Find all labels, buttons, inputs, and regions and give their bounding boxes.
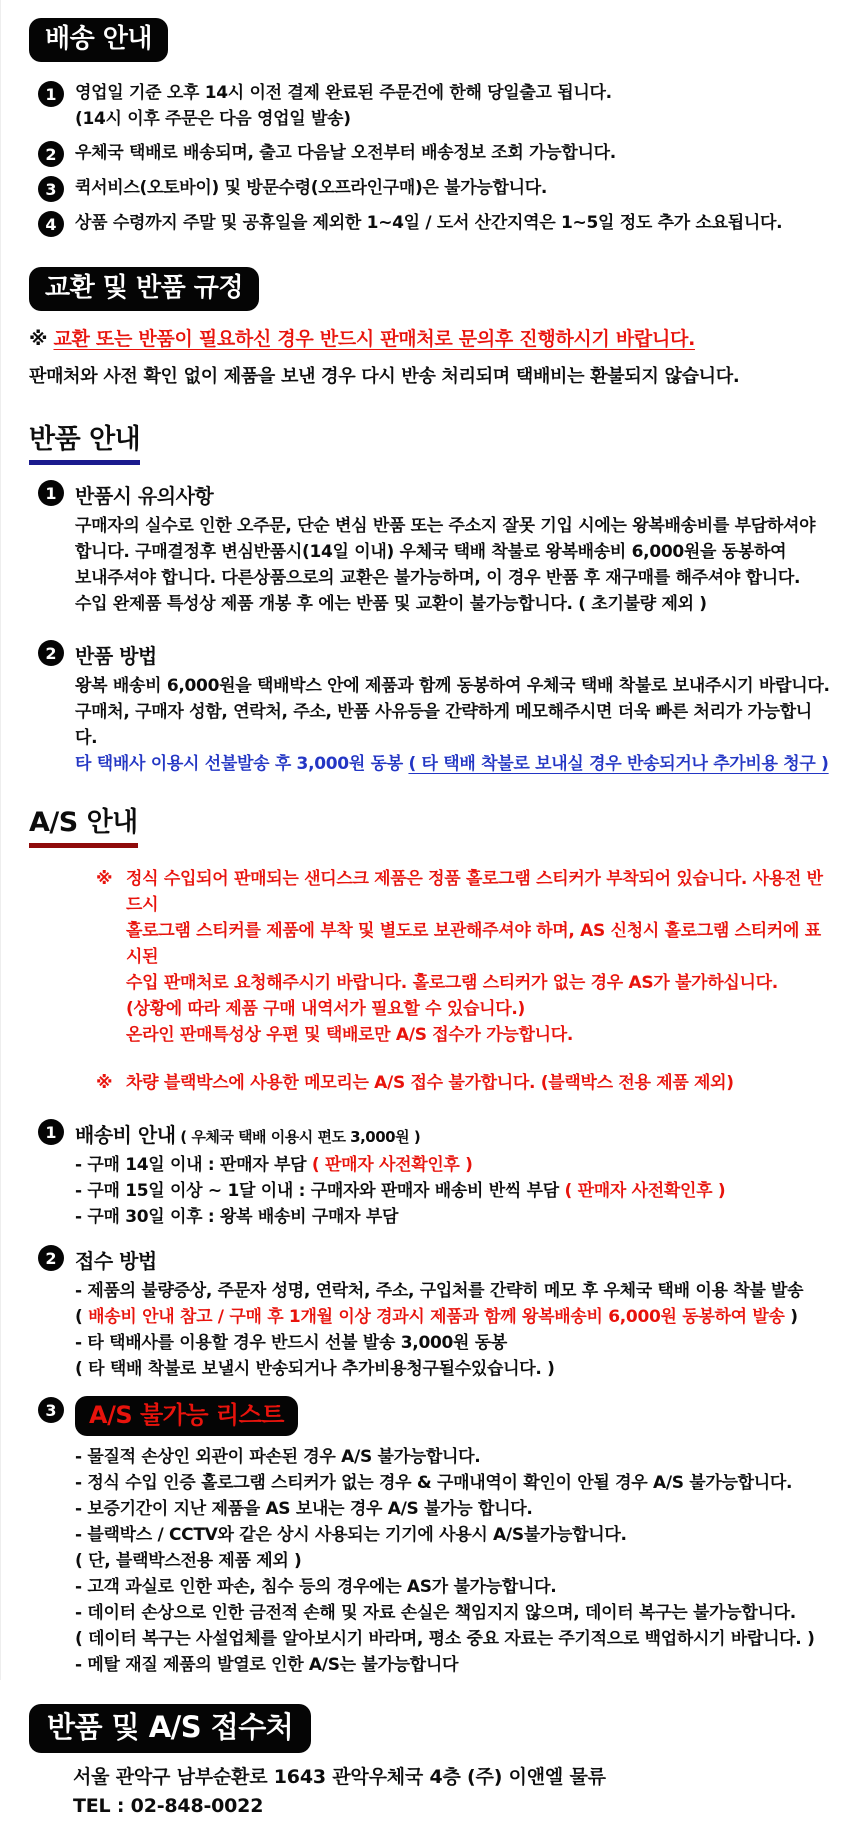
as-notice-1 [96,866,830,1048]
as-fee-title [75,1118,420,1148]
as-submit-line-2 [75,1304,830,1330]
section-as-info [29,807,830,1678]
as-impossible-item-1: - 물질적 손상인 외관이 파손된 경우 A/S 불가능합니다. [75,1447,481,1468]
returns-blue-plain: 타 택배사 이용시 선불발송 후 3,000원 동봉 [75,754,409,775]
as-submit-title: 접수 방법 [75,1249,157,1274]
reference-mark: ※ [29,328,54,350]
as-submit-paragraph [75,1278,830,1382]
shipping-item-4 [38,210,830,237]
returns-item-2-line-1: 왕복 배송비 6,000원을 택배박스 안에 제품과 함께 동봉하여 우체국 택배 착불로 보내주시기 바랍니다. [75,676,830,697]
as-notice-2-text: 차량 블랙박스에 사용한 메모리는 A/S 접수 불가합니다. (블랙박스 전용 제품 제외) [126,1073,734,1094]
as-impossible-item-5: ( 단, 블랙박스전용 제품 제외 ) [75,1551,302,1572]
as-impossible-item-6: - 고객 과실로 인한 파손, 침수 등의 경우에는 AS가 불가능합니다. [75,1577,557,1598]
returns-blue-underlined: ( 타 택배 착불로 보내실 경우 반송되거나 추가비용 청구 ) [408,754,829,775]
returns-item-1-paragraph [75,513,830,617]
as-fee-item-1 [75,1152,830,1178]
shipping-item-2-text: 우체국 택배로 배송되며, 출고 다음날 오전부터 배송정보 조회 가능합니다. [75,143,616,163]
as-submit-line-1: - 제품의 불량증상, 주문자 성명, 연락처, 주소, 구입처를 간략히 메모 후 우체국 택배 이용 착불 발송 [75,1281,804,1302]
contact-address: 서울 관악구 남부순환로 1643 관악우체국 4층 (주) 이앤엘 물류 [73,1766,606,1789]
as-notice-1-line-3: 수입 판매처로 요청해주시기 바랍니다. 홀로그램 스티커가 없는 경우 AS가 불가하십니다. [126,973,778,994]
as-notice-1-line-4: (상황에 따라 제품 구매 내역서가 필요할 수 있습니다.) [126,999,525,1020]
as-fee-item-1-red: ( 판매자 사전확인후 ) [311,1155,473,1176]
section-contact [29,1704,830,1821]
number-badge-returns-2: 2 [38,640,64,666]
as-fee-title-row [38,1118,830,1148]
as-fee-title-note: ( 우체국 택배 이용시 편도 3,000원 ) [175,1128,421,1147]
as-heading: A/S 안내 [29,807,138,848]
returns-item-1-line-2: 합니다. 구매결정후 변심반품시(14일 이내) 우체국 택배 착불로 왕복배송비 6,000원을 동봉하여 [75,542,787,563]
as-submit-line-2-close: ) [784,1307,798,1328]
as-impossible-item-9: - 메탈 재질 제품의 발열로 인한 A/S는 불가능합니다 [75,1655,459,1676]
reference-mark-red-2: ※ [96,1073,113,1094]
number-badge-as-3: 3 [38,1397,64,1423]
as-submit-title-row [38,1244,830,1274]
returns-item-1-line-4: 수입 완제품 특성상 제품 개봉 후 에는 반품 및 교환이 불가능합니다. ( 초기불량 제외 ) [75,594,707,615]
as-fee-title-text: 배송비 안내 [75,1123,176,1148]
shipping-item-3-text: 퀵서비스(오토바이) 및 방문수령(오프라인구매)은 불가능합니다. [75,178,548,198]
shipping-item-1-line-1: 영업일 기준 오후 14시 이전 결제 완료된 주문건에 한해 당일출고 됩니다. [75,83,612,103]
returns-item-2-title-row [38,639,830,669]
shipping-item-1 [38,80,830,132]
returns-item-1-line-3: 보내주셔야 합니다. 다른상품으로의 교환은 불가능하며, 이 경우 반품 후 재구매를 해주셔야 합니다. [75,568,801,589]
as-notice-1-line-5: 온라인 판매특성상 우편 및 택배로만 A/S 접수가 가능합니다. [126,1025,574,1046]
exchange-section-badge: 교환 및 반품 규정 [29,267,259,311]
as-impossible-badge: A/S 불가능 리스트 [75,1396,298,1436]
returns-heading: 반품 안내 [29,424,140,465]
as-fee-item-2 [75,1178,830,1204]
as-fee-item-2-black: - 구매 15일 이상 ~ 1달 이내 : 구매자와 판매자 배송비 반씩 부담 [75,1181,565,1202]
as-impossible-item-8: ( 데이터 복구는 사설업체를 알아보시기 바라며, 평소 중요 자료는 주기적으로 백업하시기 바랍니다. ) [75,1629,815,1650]
number-badge-2: 2 [38,141,64,167]
as-notice-2 [96,1070,830,1096]
as-fee-item-2-red: ( 판매자 사전확인후 ) [564,1181,726,1202]
section-exchange-policy [29,267,830,390]
exchange-body-text: 판매처와 사전 확인 없이 제품을 보낸 경우 다시 반송 처리되며 택배비는 환불되지 않습니다. [29,366,740,387]
returns-item-2-title: 반품 방법 [75,644,157,669]
returns-item-2-line-2: 구매처, 구매자 성함, 연락처, 주소, 반품 사유등을 간략하게 메모해주시면 더욱 빠른 처리가 가능합니다. [75,702,812,749]
number-badge-as-1: 1 [38,1119,64,1145]
number-badge-returns-1: 1 [38,480,64,506]
contact-section-badge: 반품 및 A/S 접수처 [29,1704,311,1753]
returns-item-1-title-row [38,479,830,509]
section-shipping [29,18,830,237]
as-submit-line-2-red: 배송비 안내 참고 / 구매 후 1개월 이상 경과시 제품과 함께 왕복배송비 6,000원 동봉하여 발송 [88,1307,785,1328]
as-fee-item-1-black: - 구매 14일 이내 : 판매자 부담 [75,1155,312,1176]
shipping-item-3 [38,175,830,202]
reference-mark-red: ※ [96,869,113,890]
as-impossible-list [75,1444,830,1678]
as-impossible-item-3: - 보증기간이 지난 제품을 AS 보내는 경우 A/S 불가능 합니다. [75,1499,533,1520]
shipping-item-1-line-2: (14시 이후 주문은 다음 영업일 발송) [75,109,351,129]
number-badge-4: 4 [38,211,64,237]
number-badge-1: 1 [38,81,64,107]
as-impossible-title-row [38,1396,830,1436]
as-impossible-item-2: - 정식 수입 인증 홀로그램 스티커가 없는 경우 & 구매내역이 확인이 안될 경우 A/S 불가능합니다. [75,1473,793,1494]
shipping-section-badge: 배송 안내 [29,18,168,62]
shipping-item-2 [38,140,830,167]
as-submit-line-4: ( 타 택배 착불로 보낼시 반송되거나 추가비용청구될수있습니다. ) [75,1359,555,1380]
shipping-item-4-text: 상품 수령까지 주말 및 공휴일을 제외한 1~4일 / 도서 산간지역은 1~5일 정도 추가 소요됩니다. [75,213,783,233]
shipping-item-1-text [75,80,612,132]
as-impossible-item-4: - 블랙박스 / CCTV와 같은 상시 사용되는 기기에 사용시 A/S불가능합니다. [75,1525,627,1546]
as-submit-line-3: - 타 택배사를 이용할 경우 반드시 선불 발송 3,000원 동봉 [75,1333,508,1354]
returns-item-1-title: 반품시 유의사항 [75,484,214,509]
as-fee-item-3 [75,1204,830,1230]
as-fee-list [75,1152,830,1230]
section-returns [29,424,830,777]
as-submit-line-2-open: ( [75,1307,89,1328]
as-notice-1-line-2: 홀로그램 스티커를 제품에 부착 및 별도로 보관해주셔야 하며, AS 신청시 홀로그램 스티커에 표시된 [126,921,821,968]
as-impossible-item-7: - 데이터 손상으로 인한 금전적 손해 및 자료 손실은 책임지지 않으며, 데이터 복구는 불가능합니다. [75,1603,796,1624]
as-notice-1-line-1: 정식 수입되어 판매되는 샌디스크 제품은 정품 홀로그램 스티커가 부착되어 있습니다. 사용전 반드시 [126,869,823,916]
number-badge-3: 3 [38,176,64,202]
returns-item-2-blue-line [75,751,830,777]
contact-tel: TEL : 02-848-0022 [73,1795,264,1818]
returns-item-2-paragraph [75,673,830,777]
returns-item-1-line-1: 구매자의 실수로 인한 오주문, 단순 변심 반품 또는 주소지 잘못 기입 시에는 왕복배송비를 부담하셔야 [75,516,816,537]
exchange-notice [29,325,830,353]
number-badge-as-2: 2 [38,1245,64,1271]
as-fee-item-3-black: - 구매 30일 이후 : 왕복 배송비 구매자 부담 [75,1207,399,1228]
exchange-notice-red-text: 교환 또는 반품이 필요하신 경우 반드시 판매처로 문의후 진행하시기 바랍니다. [53,328,695,350]
